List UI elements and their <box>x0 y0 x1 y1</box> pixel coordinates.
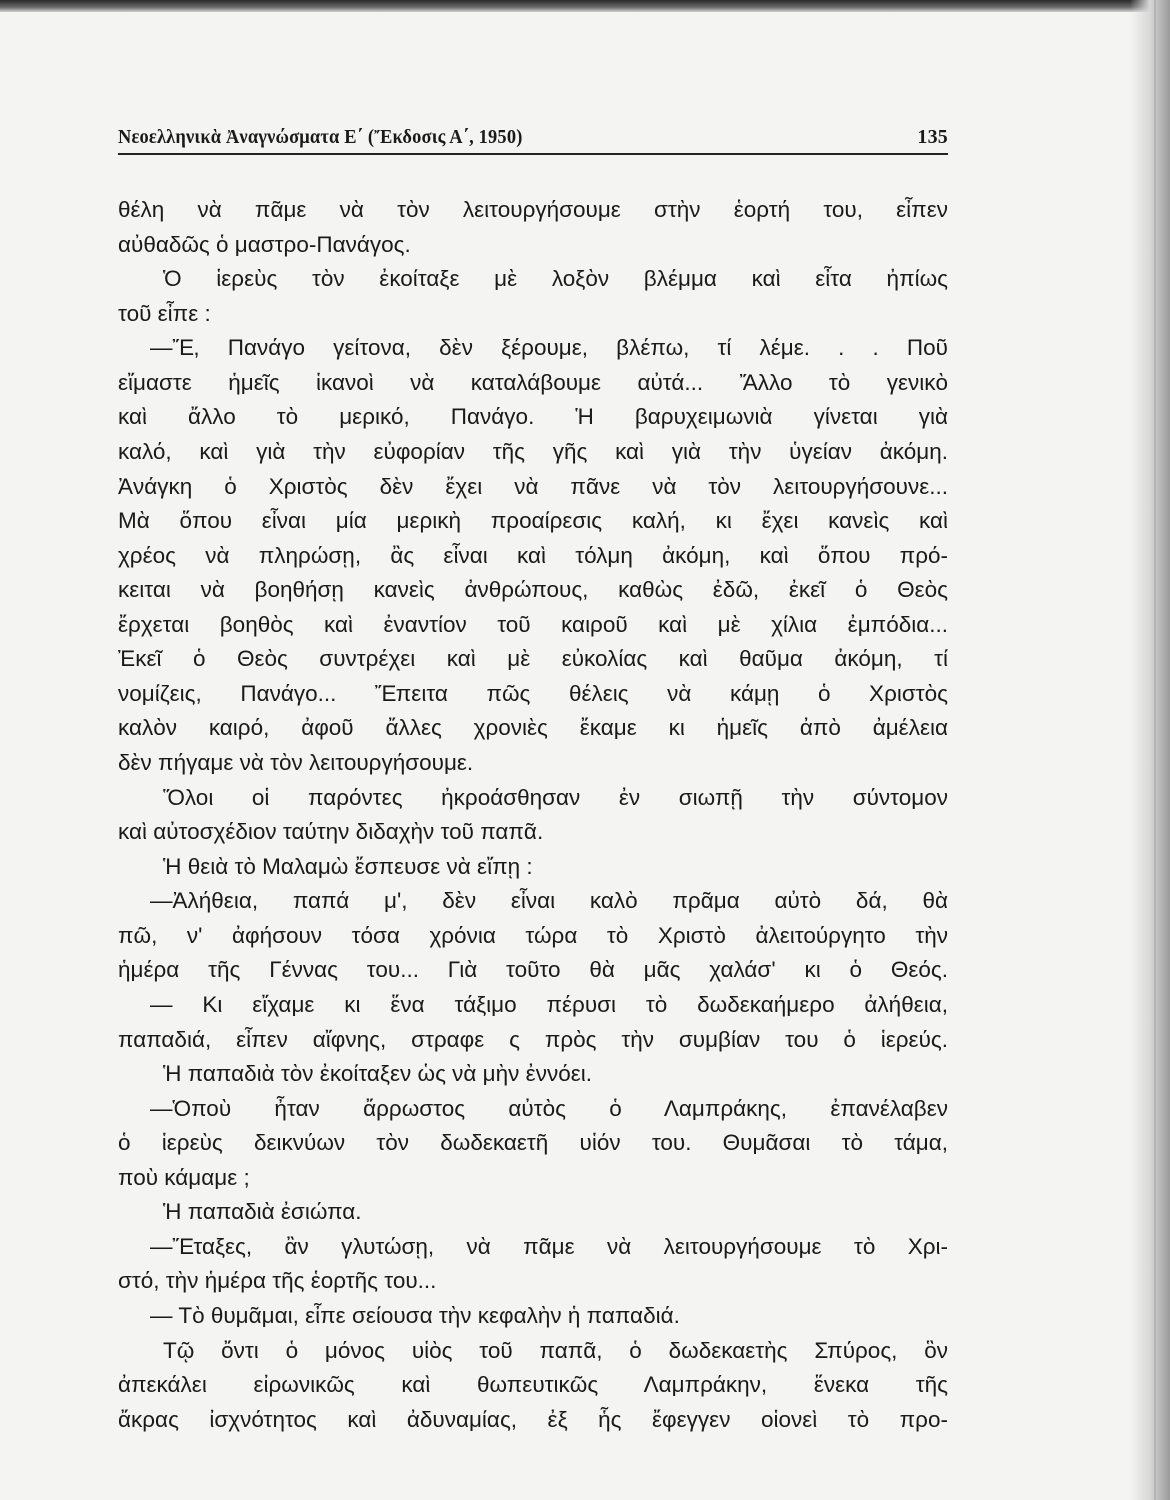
text-line: —Ὁποὺ ἦταν ἄρρωστος αὐτὸς ὁ Λαμπράκης, ἐπανέλαβεν <box>150 1095 948 1121</box>
page-top-edge <box>0 0 1170 12</box>
text-line: νομίζεις, Πανάγο... Ἔπειτα πῶς θέλεις νὰ κάμῃ ὁ Χριστὸς <box>118 680 948 706</box>
text-line: Ἐκεῖ ὁ Θεὸς συντρέχει καὶ μὲ εὐκολίας καὶ θαῦμα ἀκόμη, τί <box>118 646 948 672</box>
text-line: —Ἀλήθεια, παπά μ', δὲν εἶναι καλὸ πρᾶμα αὐτὸ δά, θὰ <box>150 888 948 914</box>
text-line: θέλη νὰ πᾶμε νὰ τὸν λειτουργήσουμε στὴν ἑορτή του, εἶπεν <box>118 197 948 222</box>
text-line: Ἡ παπαδιὰ ἐσιώπα. <box>163 1199 362 1225</box>
running-header <box>118 126 948 152</box>
body-text <box>118 193 948 1437</box>
text-line: Ἀνάγκη ὁ Χριστὸς δὲν ἔχει νὰ πᾶνε νὰ τὸν λειτουργήσουνε... <box>118 473 948 499</box>
text-line: ἔρχεται βοηθὸς καὶ ἐναντίον τοῦ καιροῦ καὶ μὲ χίλια ἐμπόδια... <box>118 611 948 637</box>
text-line: Ἡ παπαδιὰ τὸν ἐκοίταξεν ὡς νὰ μὴν ἐννόει. <box>163 1061 592 1087</box>
text-line: εἴμαστε ἡμεῖς ἱκανοὶ νὰ καταλάβουμε αὐτά... Ἄλλο τὸ γενικὸ <box>118 369 948 395</box>
header-rule <box>118 153 948 155</box>
text-line: ἄκρας ἰσχνότητος καὶ ἀδυναμίας, ἐξ ἧς ἔφεγγεν οἱονεὶ τὸ προ- <box>118 1406 948 1432</box>
running-title: Νεοελληνικὰ Ἀναγνώσματα Ε΄ (Ἔκδοσις Α΄, 1950) <box>118 126 523 148</box>
text-line: — Κι εἴχαμε κι ἕνα τάξιμο πέρυσι τὸ δωδεκαήμερο ἀλήθεια, <box>150 991 948 1017</box>
text-line: χρέος νὰ πληρώσῃ, ἂς εἶναι καὶ τόλμη ἀκόμη, καὶ ὅπου πρό- <box>118 542 948 568</box>
page-number: 135 <box>917 126 948 148</box>
text-line: —Ἔ, Πανάγο γείτονα, δὲν ξέρουμε, βλέπω, τί λέμε. . . Ποῦ <box>150 335 948 361</box>
text-line: Ἡ θειὰ τὸ Μαλαμὼ ἔσπευσε νὰ εἴπῃ : <box>163 853 533 879</box>
text-line: — Τὸ θυμᾶμαι, εἶπε σείουσα τὴν κεφαλὴν ἡ παπαδιά. <box>150 1303 680 1328</box>
text-line: κειται νὰ βοηθήσῃ κανεὶς ἀνθρώπους, καθὼς ἐδῶ, ἐκεῖ ὁ Θεὸς <box>118 577 948 603</box>
text-line: Ὅλοι οἱ παρόντες ἠκροάσθησαν ἐν σιωπῇ τὴν σύντομον <box>163 784 948 810</box>
text-line: Τῷ ὄντι ὁ μόνος υἱὸς τοῦ παπᾶ, ὁ δωδεκαετὴς Σπύρος, ὃν <box>163 1337 948 1363</box>
text-line: πῶ, ν' ἀφήσουν τόσα χρόνια τώρα τὸ Χριστὸ ἀλειτούργητο τὴν <box>118 922 948 948</box>
text-line: αὐθαδῶς ὁ μαστρο-Πανάγος. <box>118 231 411 257</box>
page-edge-line <box>1154 0 1156 1500</box>
text-line: ποὺ κάμαμε ; <box>118 1164 250 1190</box>
text-line: παπαδιά, εἶπεν αἴφνης, στραφε ς πρὸς τὴν συμβίαν του ὁ ἱερεύς. <box>118 1026 948 1052</box>
page-right-edge <box>1130 0 1170 1500</box>
text-line: ἡμέρα τῆς Γέννας του... Γιὰ τοῦτο θὰ μᾶς χαλάσ' κι ὁ Θεός. <box>118 957 948 983</box>
text-line: ἀπεκάλει εἰρωνικῶς καὶ θωπευτικῶς Λαμπράκην, ἕνεκα τῆς <box>118 1372 948 1398</box>
text-line: καλὸν καιρό, ἀφοῦ ἄλλες χρονιὲς ἔκαμε κι ἡμεῖς ἀπὸ ἀμέλεια <box>118 715 948 741</box>
text-line: Ὁ ἱερεὺς τὸν ἐκοίταξε μὲ λοξὸν βλέμμα καὶ εἶτα ἠπίως <box>163 266 948 292</box>
text-line: Μὰ ὅπου εἶναι μία μερικὴ προαίρεσις καλή, κι ἔχει κανεὶς καὶ <box>118 508 948 534</box>
text-line: καὶ ἄλλο τὸ μερικό, Πανάγο. Ἡ βαρυχειμωνιὰ γίνεται γιὰ <box>118 404 948 430</box>
text-line: στό, τὴν ἡμέρα τῆς ἑορτῆς του... <box>118 1268 437 1294</box>
text-line: δὲν πήγαμε νὰ τὸν λειτουργήσουμε. <box>118 750 474 775</box>
text-line: τοῦ εἶπε : <box>118 300 211 326</box>
text-line: ὁ ἱερεὺς δεικνύων τὸν δωδεκαετῆ υἱόν του. Θυμᾶσαι τὸ τάμα, <box>118 1130 948 1156</box>
text-line: καλό, καὶ γιὰ τὴν εὐφορίαν τῆς γῆς καὶ γιὰ τὴν ὑγείαν ἀκόμη. <box>118 438 948 464</box>
text-line: καὶ αὐτοσχέδιον ταύτην διδαχὴν τοῦ παπᾶ. <box>118 819 544 845</box>
text-line: —Ἔταξες, ἂν γλυτώσῃ, νὰ πᾶμε νὰ λειτουργήσουμε τὸ Χρι- <box>150 1233 948 1259</box>
